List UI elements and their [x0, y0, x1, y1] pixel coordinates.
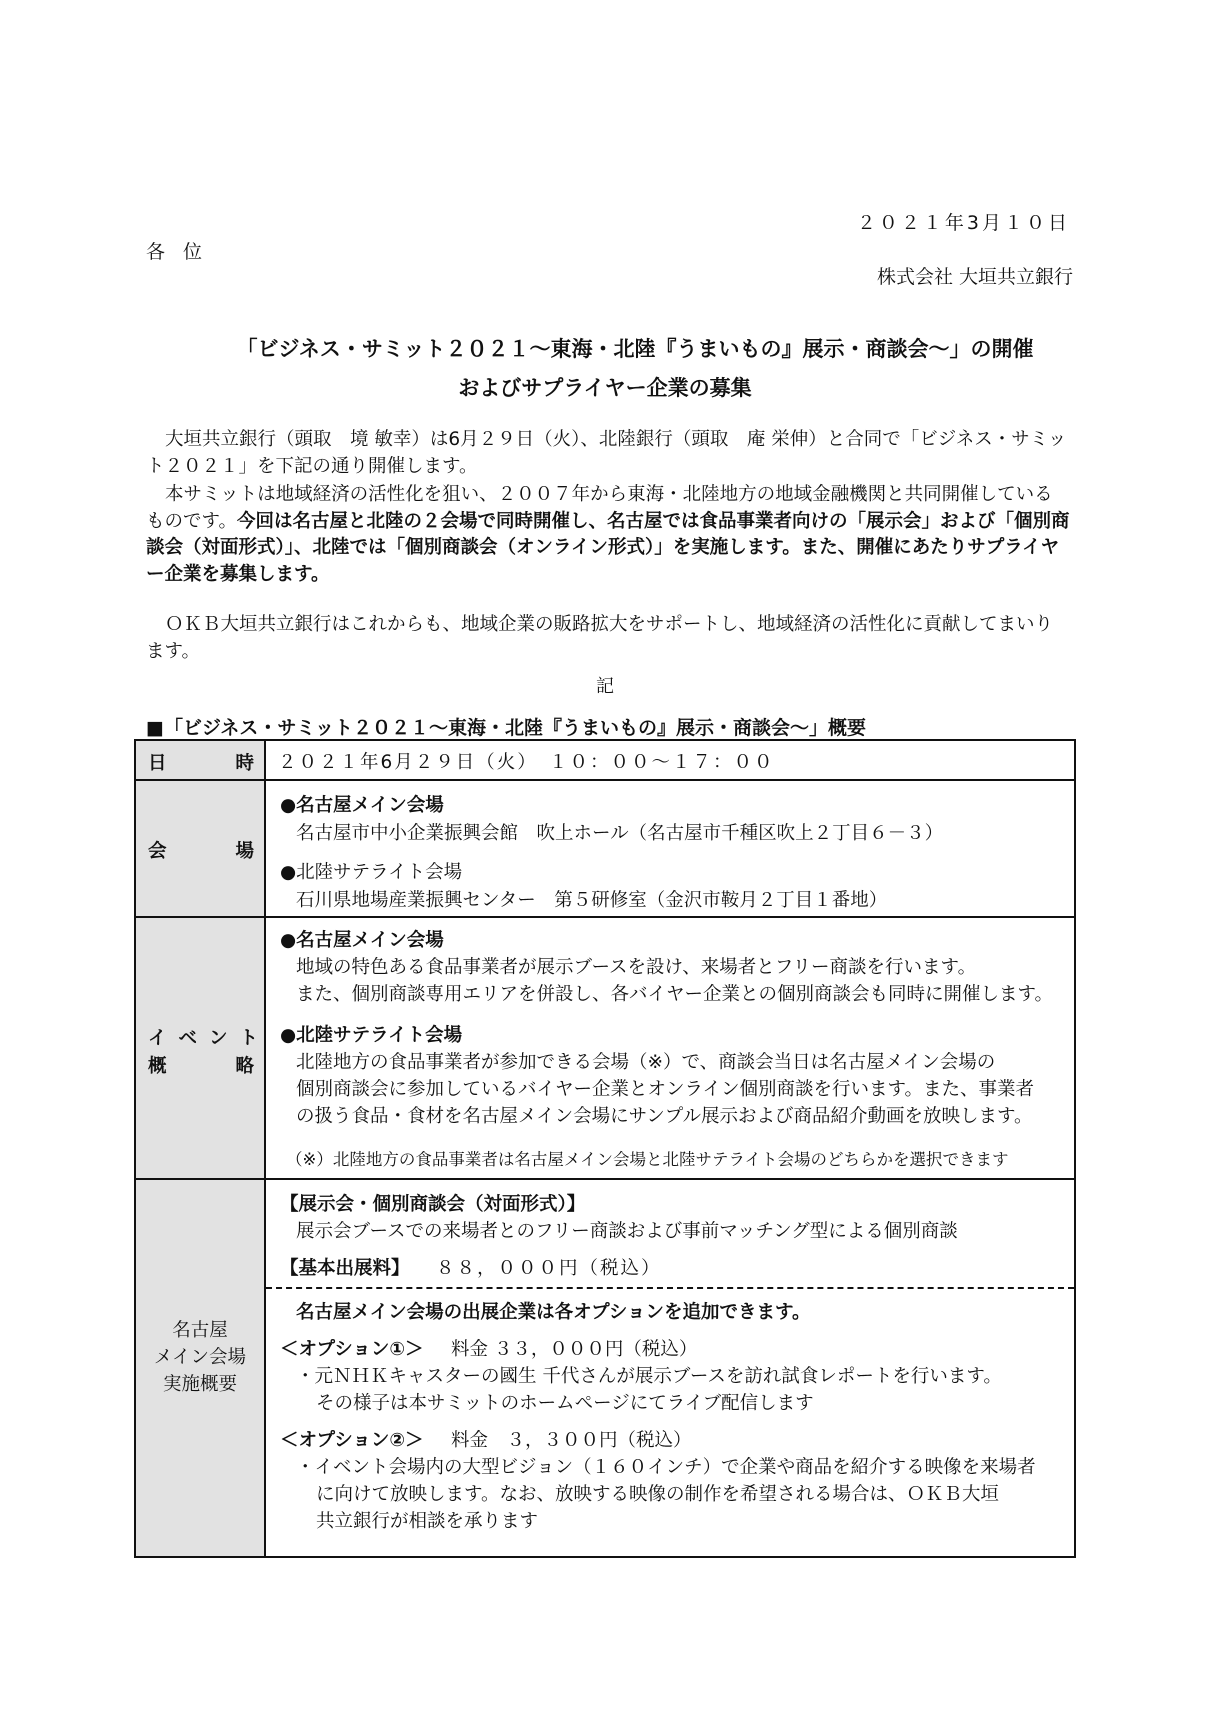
option1-line: ・元ＮＨＫキャスターの國生 千代さんが展示ブースを訪れ試食レポートを行います。 — [296, 1366, 1002, 1387]
cell-event — [266, 918, 1074, 1178]
summit-highlight: 今回は名古屋と北陸の２会場で同時開催し、名古屋では食品事業者向けの「展示会」および「個別商談会（対面形式）」、北陸では「個別商談会（オンライン形式）」を実施します。また、開催にあたりサプライヤー企業を募集します。 — [146, 510, 1070, 585]
event-note: （※）北陸地方の食品事業者は名古屋メイン会場と北陸サテライト会場のどちらかを選択できます — [286, 1150, 1009, 1169]
event-nagoya-line: 地域の特色ある食品事業者が展示ブースを設け、来場者とフリー商談を行います。 — [296, 957, 977, 978]
label-nagoya-line: メイン会場 — [153, 1347, 247, 1368]
row-nagoya — [136, 1180, 1074, 1556]
label-venue-b: 場 — [235, 841, 254, 862]
label-datetime — [136, 741, 266, 779]
cell-datetime — [266, 741, 1074, 779]
event-hokuriku-line: の扱う食品・食材を名古屋メイン会場にサンプル展示および商品紹介動画を放映します。 — [296, 1106, 1033, 1127]
option2-fee: 料金 ３，３００円（税込） — [451, 1430, 692, 1451]
overview-table — [134, 739, 1076, 1558]
sender-name: 株式会社 大垣共立銀行 — [876, 266, 1073, 288]
options-intro: 名古屋メイン会場の出展企業は各オプションを追加できます。 — [296, 1302, 811, 1323]
section-heading: ■「ビジネス・サミット２０２１～東海・北陸『うまいもの』展示・商談会～」概要 — [146, 717, 867, 739]
venue-hokuriku-detail: 石川県地場産業振興センター 第５研修室（金沢市鞍月２丁目１番地） — [296, 890, 888, 911]
intro-paragraph — [146, 427, 1071, 480]
label-nagoya-line: 名古屋 — [172, 1320, 228, 1341]
label-event — [136, 918, 271, 1178]
document-date: ２０２１年3月１０日 — [856, 212, 1070, 234]
closing-paragraph — [146, 612, 1071, 665]
datetime-value: ２０２１年6月２９日（火） １０：００～１７：００ — [278, 752, 775, 773]
exhibit-detail: 展示会ブースでの来場者とのフリー商談および事前マッチング型による個別商談 — [296, 1221, 958, 1242]
row-datetime — [136, 741, 1074, 781]
option2-line: ・イベント会場内の大型ビジョン（１６０インチ）で企業や商品を紹介する映像を来場者 — [296, 1457, 1036, 1478]
event-hokuriku-line: 個別商談会に参加しているバイヤー企業とオンライン個別商談を行います。また、事業者 — [296, 1079, 1034, 1100]
event-nagoya-title: ●名古屋メイン会場 — [280, 930, 444, 951]
label-datetime-b: 時 — [235, 753, 254, 774]
title-line-1: 「ビジネス・サミット２０２１～東海・北陸『うまいもの』展示・商談会～」の開催 — [236, 337, 1034, 361]
event-nagoya-line: また、個別商談専用エリアを併設し、各バイヤー企業との個別商談会も同時に開催します。 — [296, 984, 1054, 1005]
option1-line: その様子は本サミットのホームページにてライブ配信します — [316, 1393, 814, 1414]
option2-line: 共立銀行が相談を承ります — [316, 1511, 539, 1532]
cell-nagoya — [266, 1180, 1074, 1556]
label-event-line1: イベント — [148, 1028, 271, 1049]
title-line-2: およびサプライヤー企業の募集 — [458, 376, 752, 400]
label-venue-a: 会 — [148, 841, 167, 862]
event-hokuriku-title: ●北陸サテライト会場 — [280, 1025, 463, 1046]
label-event-b: 略 — [235, 1056, 254, 1077]
option2-line: に向けて放映します。なお、放映する映像の制作を希望される場合は、ＯＫＢ大垣 — [316, 1484, 1000, 1505]
label-venue — [136, 781, 266, 916]
option2-label: ＜オプション②＞ — [280, 1430, 424, 1451]
venue-nagoya-title: ●名古屋メイン会場 — [280, 795, 444, 816]
ki-marker: 記 — [596, 676, 614, 697]
addressee: 各位 — [146, 241, 221, 263]
closing-text: ＯＫＢ大垣共立銀行はこれからも、地域企業の販路拡大をサポートし、地域経済の活性化に貢献してまいります。 — [146, 614, 1054, 662]
exhibit-title: 【展示会・個別商談会（対面形式）】 — [280, 1194, 586, 1215]
cell-venue — [266, 781, 1074, 916]
row-venue — [136, 781, 1074, 918]
label-datetime-a: 日 — [148, 753, 167, 774]
summit-text: 本サミットは地域経済の活性化を狙い、２００７年から東海・北陸地方の地域金融機関と共同開催しているものです。 — [146, 484, 1053, 532]
fee-value: ８８，０００円（税込） — [436, 1258, 662, 1279]
fee-label: 【基本出展料】 — [280, 1258, 410, 1279]
label-nagoya-line: 実施概要 — [162, 1374, 237, 1395]
label-nagoya — [136, 1180, 266, 1556]
summit-paragraph — [146, 482, 1071, 588]
venue-nagoya-detail: 名古屋市中小企業振興会館 吹上ホール（名古屋市千種区吹上２丁目６－３） — [296, 823, 944, 844]
dashed-divider — [266, 1287, 1074, 1289]
venue-hokuriku-title: ●北陸サテライト会場 — [280, 862, 463, 883]
intro-text: 大垣共立銀行（頭取 境 敏幸）は6月２９日（火）、北陸銀行（頭取 庵 栄伸）と合同で「ビジネス・サミット２０２１」を下記の通り開催します。 — [146, 429, 1067, 477]
label-event-a: 概 — [148, 1056, 167, 1077]
event-hokuriku-line: 北陸地方の食品事業者が参加できる会場（※）で、商談会当日は名古屋メイン会場の — [296, 1052, 996, 1073]
option1-fee: 料金 ３３，０００円（税込） — [451, 1339, 698, 1360]
option1-label: ＜オプション①＞ — [280, 1339, 424, 1360]
row-event — [136, 918, 1074, 1180]
